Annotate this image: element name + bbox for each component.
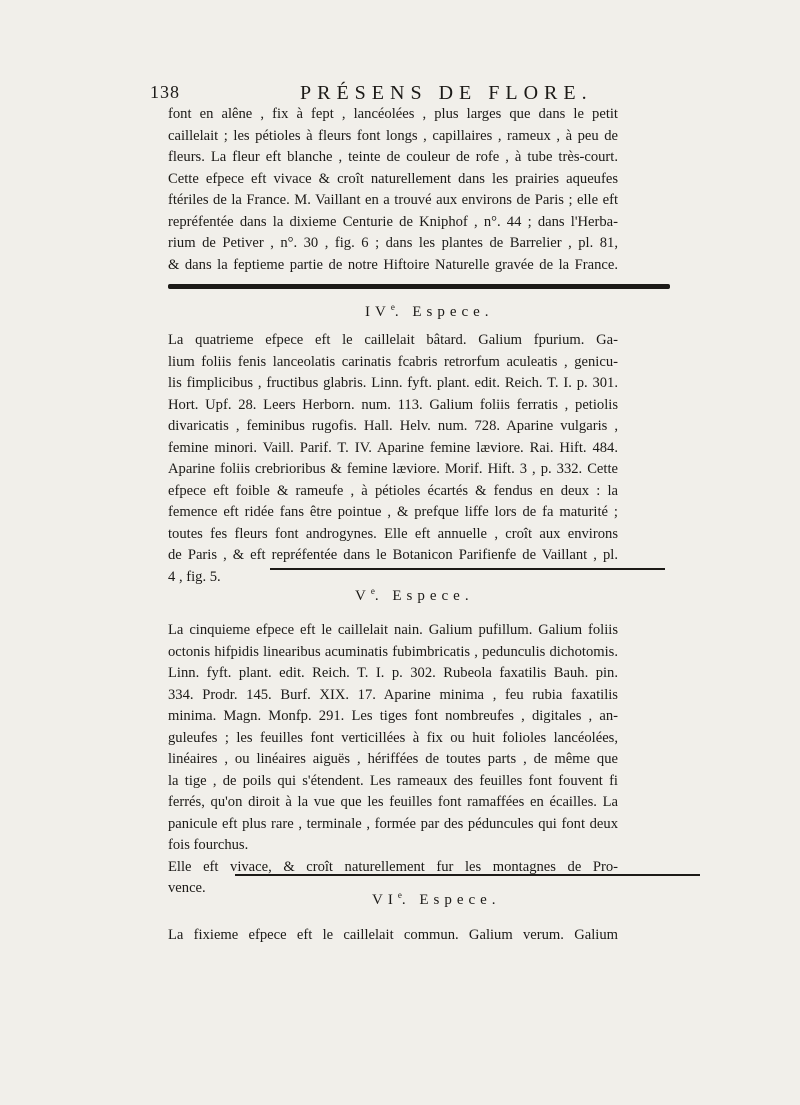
heading-numeral: V xyxy=(355,588,371,604)
text-line: femine minori. Vaill. Parif. T. IV. Aparine femine læviore. Rai. Hift. 484. xyxy=(168,439,618,456)
section-divider-thin xyxy=(235,874,700,876)
text-line: & dans la feptieme partie de notre Hiftoire Naturelle gravée de la France. xyxy=(168,256,618,273)
heading-numeral: VI xyxy=(372,892,398,908)
text-line: 334. Prodr. 145. Burf. XIX. 17. Aparine minima , feu rubia faxatilis xyxy=(168,686,618,703)
text-line: 4 , fig. 5. xyxy=(168,568,221,585)
page-number: 138 xyxy=(150,82,180,102)
text-line: repréfentée dans la dixieme Centurie de Kniphof , n°. 44 ; dans l'Herba- xyxy=(168,213,618,230)
text-line: panicule eft plus rare , terminale , formée par des péduncules qui font deux xyxy=(168,815,618,832)
text-line: lis fimplicibus , fructibus glabris. Linn. fyft. plant. edit. Reich. T. I. p. 301. xyxy=(168,375,618,391)
heading-label: . Espece. xyxy=(394,304,494,320)
heading-sup: e xyxy=(390,302,395,312)
paragraph-espece-iv xyxy=(168,330,618,588)
section-divider-thick xyxy=(168,284,670,289)
text-line: divaricatis , feminibus rugofis. Hall. Helv. num. 728. Aparine vulgaris , xyxy=(168,418,618,434)
text-line: La fixieme efpece eft le caillelait commun. Galium verum. Galium xyxy=(168,927,618,943)
text-line: toutes fes fleurs font androgynes. Elle eft annuelle , croît aux environs xyxy=(168,525,618,542)
paragraph-espece-v xyxy=(168,620,618,900)
text-line: de Paris , & eft repréfentée dans le Botanicon Parifienfe de Vaillant , pl. xyxy=(168,547,618,563)
section-divider-thin xyxy=(270,568,665,570)
paragraph-top xyxy=(168,104,618,276)
text-line: minima. Magn. Monfp. 291. Les tiges font nombreufes , digitales , an- xyxy=(168,708,618,724)
text-line: la tige , de poils qui s'étendent. Les rameaux des feuilles font fouvent fi xyxy=(168,772,618,789)
text-line: linéaires , ou linéaires aiguës , hériffées de toutes parts , de même que xyxy=(168,751,618,767)
text-line: efpece eft foible & rameufe , à pétioles écartés & fendus en deux : la xyxy=(168,482,618,499)
heading-sup: e xyxy=(397,890,402,900)
text-line: Cette efpece eft vivace & croît naturellement dans les prairies aqueufes xyxy=(168,170,618,187)
text-line: Aparine foliis crebrioribus & femine læviore. Morif. Hift. 3 , p. 332. Cette xyxy=(168,461,618,477)
heading-espece-vi xyxy=(372,890,501,909)
text-line: rium de Petiver , n°. 30 , fig. 6 ; dans les plantes de Barrelier , pl. 81, xyxy=(168,235,618,251)
paragraph-espece-vi xyxy=(168,925,618,947)
heading-sup: e xyxy=(370,586,375,596)
heading-numeral: IV xyxy=(365,304,391,320)
text-line: octonis hifpidis linearibus acuminatis fubimbricatis , pedunculis dichotomis. xyxy=(168,643,618,660)
text-line: La quatrieme efpece eft le caillelait bâtard. Galium fpurium. Ga- xyxy=(168,332,618,348)
text-line: La cinquieme efpece eft le caillelait nain. Galium pufillum. Galium foliis xyxy=(168,622,618,638)
text-line: caillelait ; les pétioles à fleurs font longs , capillaires , rameux , à peu de xyxy=(168,127,618,144)
heading-espece-v xyxy=(355,586,474,605)
heading-label: . Espece. xyxy=(374,588,474,604)
text-line: ferrés, qu'on diroit à la vue que les feuilles font ramaffées en écailles. La xyxy=(168,794,618,810)
text-line: guleufes ; les feuilles font verticillées à fix ou huit folioles lancéolées, xyxy=(168,729,618,746)
text-line: lium foliis fenis lanceolatis carinatis fcabris retrorfum aculeatis , genicu- xyxy=(168,353,618,370)
text-line: font en alêne , fix à fept , lancéolées , plus larges que dans le petit xyxy=(168,106,618,122)
text-line: Hort. Upf. 28. Leers Herborn. num. 113. Galium foliis ferratis , petiolis xyxy=(168,396,618,413)
text-line: femence eft ridée fans être pointue , & prefque liffe lors de fa maturité ; xyxy=(168,504,618,520)
heading-label: . Espece. xyxy=(401,892,501,908)
text-line: ftériles de la France. M. Vaillant en a trouvé aux environs de Paris ; elle eft xyxy=(168,192,618,208)
running-title: PRÉSENS DE FLORE. xyxy=(300,82,593,104)
text-line: vence. xyxy=(168,880,206,896)
text-line: Elle eft vivace, & croît naturellement fur les montagnes de Pro- xyxy=(168,858,618,875)
text-line: fois fourchus. xyxy=(168,837,249,853)
text-line: fleurs. La fleur eft blanche , teinte de couleur de rofe , à tube très-court. xyxy=(168,149,618,165)
heading-espece-iv xyxy=(365,302,494,321)
text-line: Linn. fyft. plant. edit. Reich. T. I. p. 302. Rubeola faxatilis Bauh. pin. xyxy=(168,665,618,681)
